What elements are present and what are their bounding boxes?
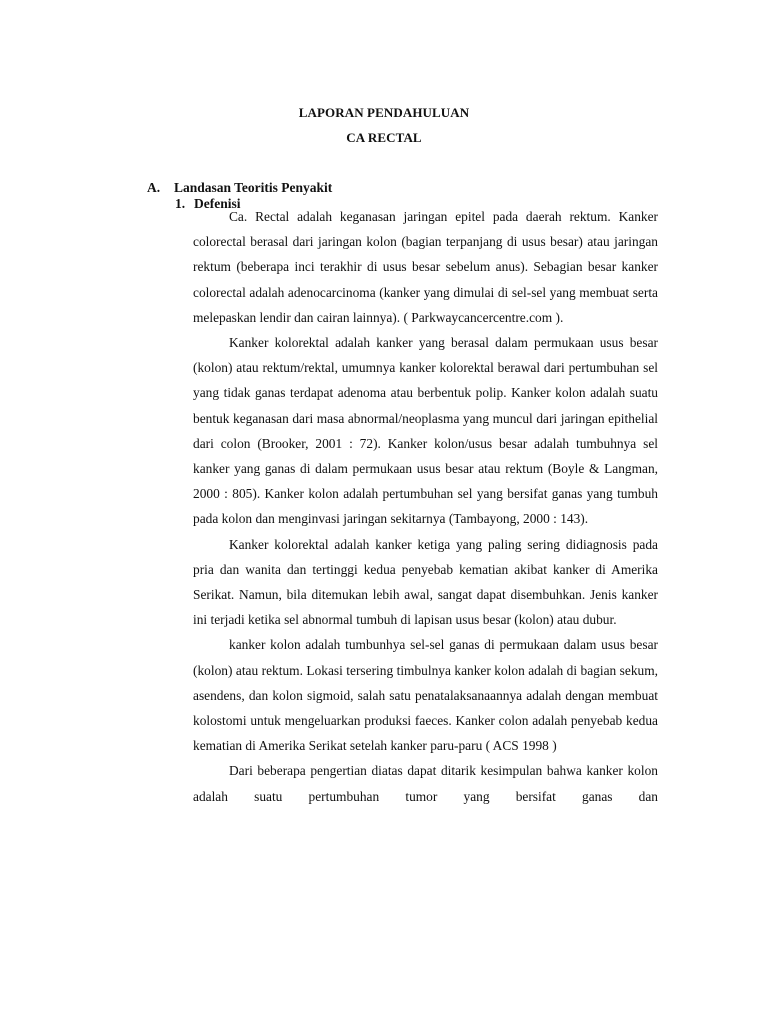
paragraph-4: kanker kolon adalah tumbunhya sel-sel ganas di permukaan dalam usus besar (kolon) atau rektum. Lokasi tersering timbulnya kanker kolon adalah di bagian sekum, asendens, dan kolon sigmoid, salah satu penatalaksanaannya adalah dengan membuat kolostomi untuk mengeluarkan produksi faeces. Kanker colon adalah penyebab kedua kematian di Amerika Serikat setelah kanker paru-paru ( ACS 1998 ) xyxy=(193,637,658,754)
paragraph-2: Kanker kolorektal adalah kanker yang berasal dalam permukaan usus besar (kolon) atau rektum/rektal, umumnya kanker kolorektal berawal dari pertumbuhan sel yang tidak ganas terdapat adenoma atau berbentuk polip. Kanker kolon adalah suatu bentuk keganasan dari masa abnormal/neoplasma yang muncul dari jaringan epithelial dari colon (Brooker, 2001 : 72). Kanker kolon/usus besar adalah tumbuhnya sel kanker yang ganas di dalam permukaan usus besar atau rektum (Boyle & Langman, 2000 : 805). Kanker kolon adalah pertumbuhan sel yang bersifat ganas yang tumbuh pada kolon dan menginvasi jaringan sekitarnya (Tambayong, 2000 : 143). xyxy=(193,335,658,527)
paragraph-1: Ca. Rectal adalah keganasan jaringan epitel pada daerah rektum. Kanker colorectal berasal dari jaringan kolon (bagian terpanjang di usus besar) atau jaringan rektum (beberapa inci terakhir di usus besar sebelum anus). Sebagian besar kanker colorectal adalah adenocarcinoma (kanker yang dimulai di sel-sel yang membuat serta melepaskan lendir dan cairan lainnya). ( Parkwaycancercentre.com ). xyxy=(193,209,658,325)
paragraph-3: Kanker kolorektal adalah kanker ketiga yang paling sering didiagnosis pada pria dan wanita dan tertinggi kedua penyebab kematian akibat kanker di Amerika Serikat. Namun, bila ditemukan lebih awal, sangat dapat disembuhkan. Jenis kanker ini terjadi ketika sel abnormal tumbuh di lapisan usus besar (kolon) atau dubur. xyxy=(193,536,658,628)
subsection-heading-text: Defenisi xyxy=(194,196,241,211)
section-marker: A. xyxy=(147,180,161,195)
paragraph-5: Dari beberapa pengertian diatas dapat ditarik kesimpulan bahwa kanker kolon adalah suatu pertumbuhan tumor yang bersifat ganas dan xyxy=(193,763,658,804)
subsection-marker: 1. xyxy=(175,196,186,211)
section-heading xyxy=(147,180,332,196)
body-text xyxy=(193,204,658,809)
document-title: LAPORAN PENDAHULUAN xyxy=(298,105,470,120)
section-heading-text: Landasan Teoritis Penyakit xyxy=(174,180,333,195)
document-subtitle: CA RECTAL xyxy=(346,130,422,145)
